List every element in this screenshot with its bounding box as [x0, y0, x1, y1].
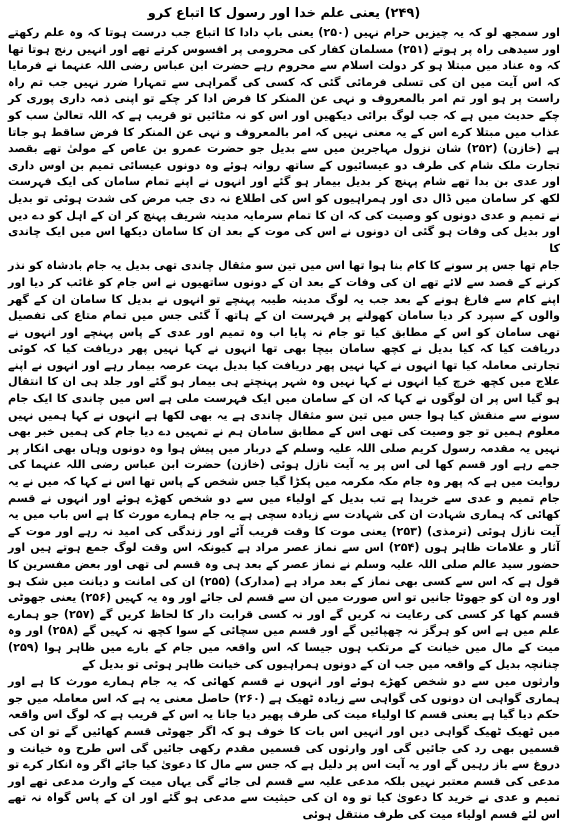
paragraph-1: اور سمجھ لو کہ یہ چیزیں حرام نہیں (۲۵۰) یعنی باپ دادا کا اتباع جب درست ہوتا کہ وہ علم رکھتے اور سیدھی راہ پر ہوتے (۲۵۱) مسلمان کفار کی محرومی پر افسوس کرتے تھے اور انہیں رنج ہوتا تھا کہ وہ عناد میں مبتلا ہو کر دولت اسلام سے محروم رہے حضرت ابن عباس رضی اللہ عنہما نے فرمایا کہ اس آیت میں ان کی تسلی فرمائی گئی کہ کسی کی گمراہی سے تمہارا ضرر نہیں جب تم راہ راست پر ہو اور تم امر بالمعروف و نہی عن المنکر کا فرض ادا کر چکے تو اپنی ذمہ داری پوری کر چکے حدیث میں ہے کہ جب لوگ برائی دیکھیں اور اس کو نہ مٹائیں تو قریب ہے کہ اللہ تعالیٰ سب کو عذاب میں مبتلا کرے اس کے یہ معنی نہیں کہ امر بالمعروف و نہی عن المنکر کا فرض ساقط ہو جاتا ہے (خازن) (۲۵۲) شان نزول مہاجرین میں سے بدیل جو حضرت عمرو بن عاص کے مولیٰ تھے بقصد تجارت ملک شام کی طرف دو عیسائیوں کے ساتھ روانہ ہوئے وہ دونوں عیسائی تمیم بن اوس داری اور عدی بن بدا تھے شام پہنچ کر بدیل بیمار ہو گئے اور انہوں نے اپنے تمام سامان کی ایک فہرست لکھ کر سامان میں ڈال دی اور ہمراہیوں کو اس کی اطلاع نہ دی جب مرض کی شدت ہوئی تو بدیل نے تمیم و عدی دونوں کو وصیت کی کہ ان کا تمام سرمایہ مدینہ شریف پہنچ کر ان کے اہل کو دے دیں اور بدیل کی وفات ہو گئی ان دونوں نے اس کی موت کے بعد ان کا سامان دیکھا اس میں ایک چاندی کا [8, 26, 561, 255]
paragraph-3: وارثوں میں سے دو شخص کھڑے ہوئے اور انہوں نے قسم کھائی کہ یہ جام ہمارے مورث کا ہے اور ہماری گواہی ان دونوں کی گواہی سے زیادہ ٹھیک ہے (۲۶۰) حاصل معنی یہ ہے کہ اس معاملہ میں جو حکم دیا گیا ہے یعنی قسم کا اولیاء میت کی طرف پھیر دیا جانا یہ اس کے قریب ہے کہ لوگ اس واقعہ میں ٹھیک ٹھیک گواہی دیں اور انہیں اس بات کا خوف ہو کہ اگر جھوٹی قسم کھائیں گے تو ان کی قسمیں بھی رد کی جائیں گی اور وارثوں کی قسمیں مقدم رکھی جائیں گی اس طرح وہ خیانت و دروغ سے باز رہیں گے اور یہ آیت اس پر دلیل ہے کہ جس سے مال کا دعویٰ کیا جائے اگر وہ انکار کرے تو مدعی کی قسم معتبر نہیں بلکہ مدعی علیہ سے قسم لی جائے گی یہاں میت کے وارث مدعی تھے اور تمیم و عدی نے خرید کا دعویٰ کیا تو وہ ان کی حیثیت سے مدعی ہو گئے اور ان کے پاس گواہ نہ تھے اس لئے قسم اولیاء میت کی طرف منتقل ہوئی [8, 675, 560, 821]
paragraph-2: جام تھا جس پر سونے کا کام بنا ہوا تھا اس میں تین سو مثقال چاندی تھی بدیل یہ جام بادشاہ کو نذر کرنے کے قصد سے لائے تھے ان کی وفات کے بعد ان کے دونوں ساتھیوں نے اس جام کو غائب کر دیا اور اپنے کام سے فارغ ہونے کے بعد جب یہ لوگ مدینہ طیبہ پہنچے تو انہوں نے بدیل کا سامان ان کے گھر والوں کے سپرد کر دیا سامان کھولنے پر فہرست ان کے ہاتھ آ گئی جس میں تمام متاع کی تفصیل تھی سامان کو اس کے مطابق کیا تو جام نہ پایا اب وہ تمیم اور عدی کے پاس پہنچے اور انہوں نے دریافت کیا کہ کیا بدیل نے کچھ سامان بیچا بھی تھا انہوں نے کہا نہیں پھر دریافت کیا کہ کوئی تجارتی معاملہ کیا تھا انہوں نے کہا نہیں پھر دریافت کیا بدیل بہت عرصہ بیمار رہے اور انہوں نے اپنے علاج میں کچھ خرچ کیا انہوں نے کہا نہیں وہ شہر پہنچتے ہی بیمار ہو گئے اور جلد ہی ان کا انتقال ہو گیا اس پر ان لوگوں نے کہا کہ ان کے سامان میں ایک فہرست ملی ہے اس میں چاندی کا ایک جام سونے سے منقش کیا ہوا جس میں تین سو مثقال چاندی ہے یہ بھی لکھا ہے انہوں نے کہا ہمیں نہیں معلوم ہمیں تو جو وصیت کی تھی اس کے مطابق سامان ہم نے تمہیں دے دیا جام کی ہمیں خبر بھی نہیں یہ مقدمہ رسول کریم صلی اللہ علیہ وسلم کے دربار میں پیش ہوا وہ دونوں وہاں بھی انکار پر جمے رہے اور قسم کھا لی اس پر یہ آیت نازل ہوئی (خازن) حضرت ابن عباس رضی اللہ عنہما کی روایت میں ہے کہ پھر وہ جام مکہ مکرمہ میں پکڑا گیا جس شخص کے پاس تھا اس نے کہا کہ میں نے یہ جام تمیم و عدی سے خریدا ہے تب بدیل کے اولیاء میں سے دو شخص کھڑے ہوئے اور انہوں نے قسم کھائی کہ ہماری شہادت ان کی شہادت سے زیادہ سچی ہے یہ جام ہمارے مورث کا ہے اس باب میں یہ آیت نازل ہوئی (ترمذی) (۲۵۳) یعنی موت کا وقت قریب آئے اور زندگی کی امید نہ رہے اور موت کے آثار و علامات ظاہر ہوں (۲۵۴) اس سے نماز عصر مراد ہے کیونکہ اس وقت لوگ جمع ہوتے ہیں اور حضور سید عالم صلی اللہ علیہ وسلم نے نماز عصر کے بعد ہی وہ قسم لی تھی اور بعض مفسرین کا قول ہے کہ اس سے کسی بھی نماز کے بعد مراد ہے (مدارک) (۲۵۵) ان کی امانت و دیانت میں شک ہو اور وہ ان کو جھوٹا جانیں تو اس صورت میں ان سے قسم لی جائے اور وہ یہ کہیں (۲۵۶) یعنی جھوٹی قسم کھا کر کسی کی رعایت نہ کریں گے اور نہ کسی قرابت دار کا لحاظ کریں گے (۲۵۷) جو ہمارے علم میں ہے اس کو ہرگز نہ چھپائیں گے اور قسم میں سچائی کے سوا کچھ نہ کہیں گے (۲۵۸) اور وہ میت کے مال میں خیانت کے مرتکب ہوں جیسا کہ اس واقعہ میں جام کے بارے میں ظاہر ہوا (۲۵۹) چنانچہ بدیل کے واقعہ میں جب ان کے دونوں ہمراہیوں کی خیانت ظاہر ہوئی تو بدیل کے [8, 259, 560, 671]
page-heading: (۲۴۹) یعنی علم خدا اور رسول کا اتباع کرو [147, 6, 421, 21]
